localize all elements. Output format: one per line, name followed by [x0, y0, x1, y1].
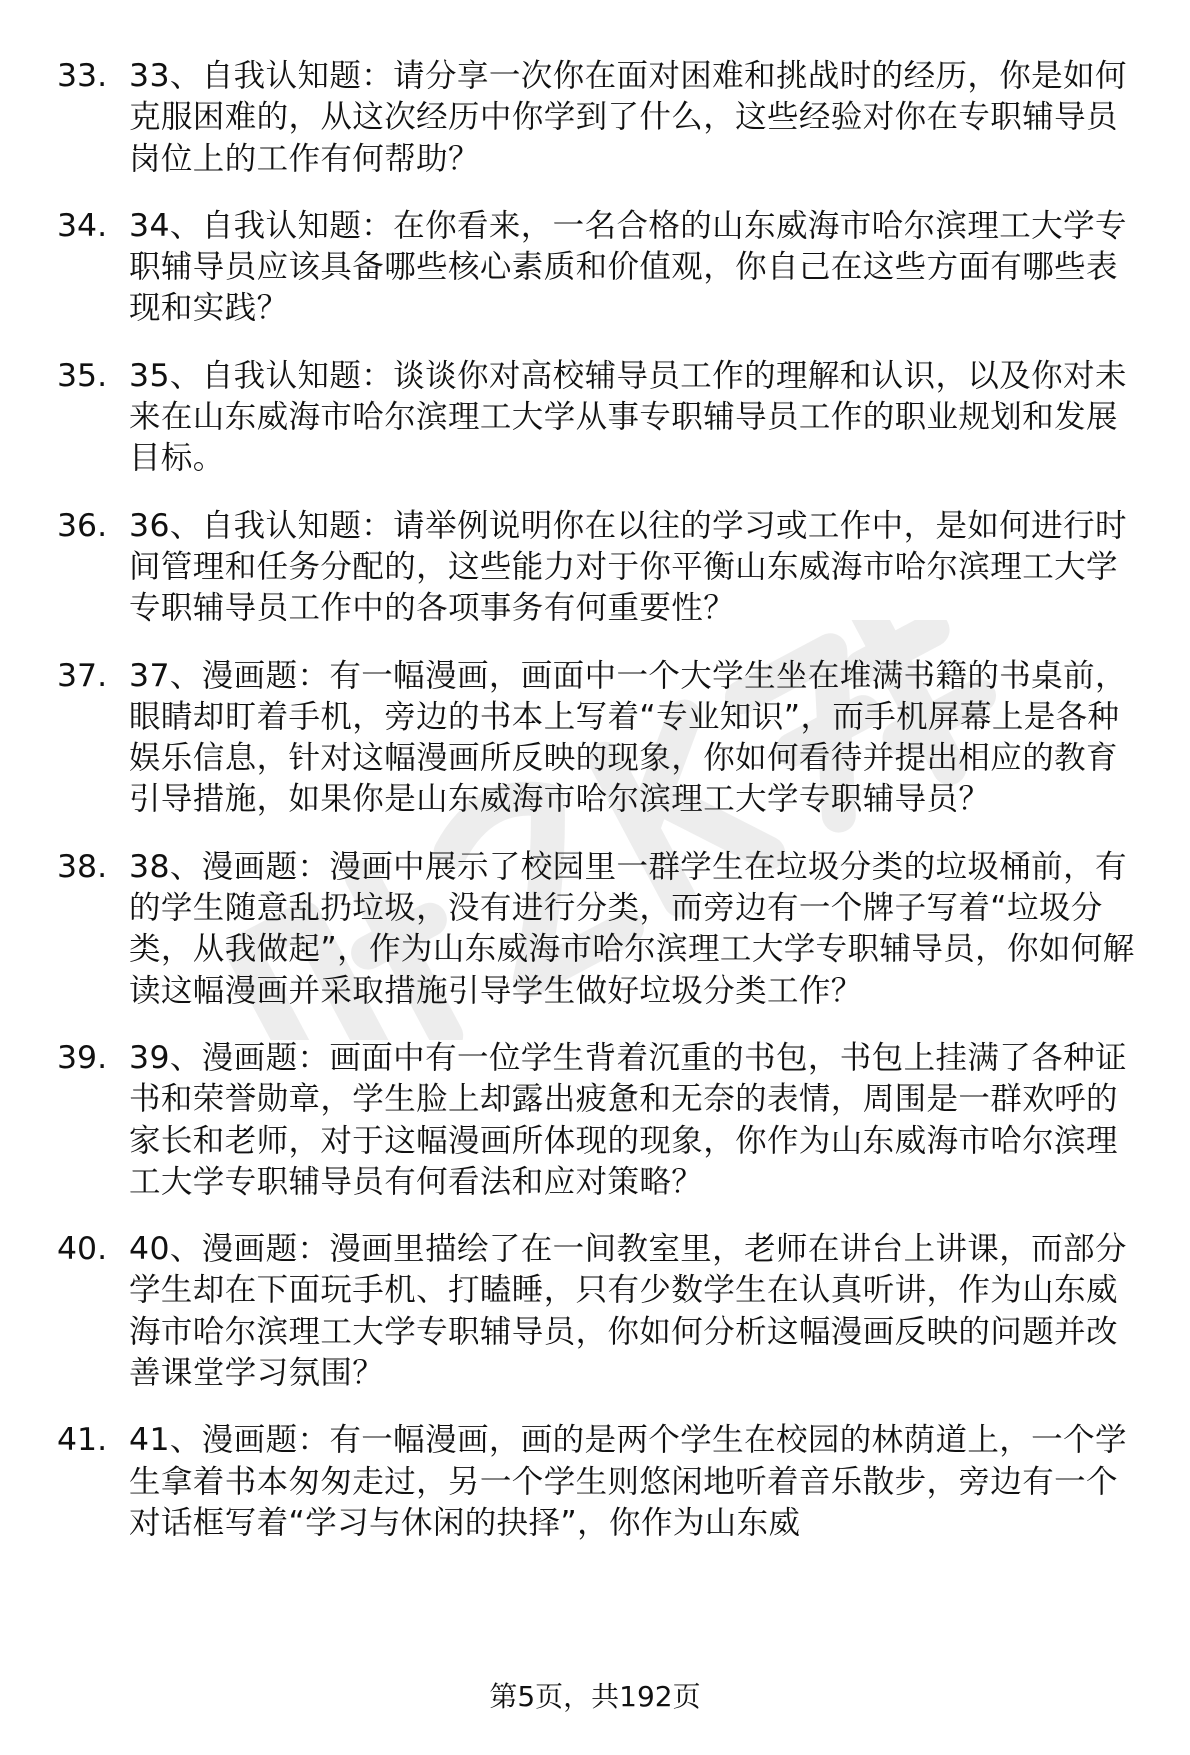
question-list	[57, 56, 1147, 1570]
question-text: 41、漫画题：有一幅漫画，画的是两个学生在校园的林荫道上，一个学生拿着书本匆匆走过，另一个学生则悠闲地听着音乐散步，旁边有一个对话框写着“学习与休闲的抉择”，你作为山东威	[129, 1422, 1127, 1541]
question-number: 36.	[57, 507, 108, 544]
question-text: 40、漫画题：漫画里描绘了在一间教室里，老师在讲台上讲课，而部分学生却在下面玩手机、打瞌睡，只有少数学生在认真听讲，作为山东威海市哈尔滨理工大学专职辅导员，你如何分析这幅漫画反映的问题并改善课堂学习氛围？	[129, 1231, 1127, 1392]
question-item	[57, 356, 1147, 480]
question-item	[57, 206, 1147, 330]
question-item	[57, 847, 1147, 1012]
question-item	[57, 1038, 1147, 1203]
question-number: 41.	[57, 1422, 108, 1459]
question-number: 37.	[57, 657, 108, 694]
question-text: 37、漫画题：有一幅漫画，画面中一个大学生坐在堆满书籍的书桌前，眼睛却盯着手机，旁边的书本上写着“专业知识”，而手机屏幕上是各种娱乐信息，针对这幅漫画所反映的现象，你如何看待并提出相应的教育引导措施，如果你是山东威海市哈尔滨理工大学专职辅导员？	[129, 657, 1127, 818]
question-number: 35.	[57, 357, 108, 394]
question-number: 34.	[57, 207, 108, 244]
question-text: 36、自我认知题：请举例说明你在以往的学习或工作中，是如何进行时间管理和任务分配的，这些能力对于你平衡山东威海市哈尔滨理工大学专职辅导员工作中的各项事务有何重要性？	[129, 507, 1127, 627]
question-number: 40.	[57, 1231, 108, 1268]
question-item	[57, 56, 1147, 180]
question-number: 33.	[57, 58, 108, 94]
question-item	[57, 506, 1147, 630]
question-item	[57, 1229, 1147, 1394]
question-number: 39.	[57, 1039, 108, 1076]
question-item	[57, 656, 1147, 821]
page-number-footer: 第5页，共192页	[489, 1680, 701, 1713]
question-number: 38.	[57, 848, 108, 885]
question-text: 38、漫画题：漫画中展示了校园里一群学生在垃圾分类的垃圾桶前，有的学生随意乱扔垃圾，没有进行分类，而旁边有一个牌子写着“垃圾分类，从我做起”，作为山东威海市哈尔滨理工大学专职辅导员，你如何解读这幅漫画并采取措施引导学生做好垃圾分类工作？	[129, 848, 1135, 1009]
question-text: 35、自我认知题：谈谈你对高校辅导员工作的理解和认识，以及你对未来在山东威海市哈尔滨理工大学从事专职辅导员工作的职业规划和发展目标。	[129, 357, 1127, 477]
question-text: 33、自我认知题：请分享一次你在面对困难和挑战时的经历，你是如何克服困难的，从这次经历中你学到了什么，这些经验对你在专职辅导员岗位上的工作有何帮助？	[129, 58, 1127, 177]
question-text: 39、漫画题：画面中有一位学生背着沉重的书包，书包上挂满了各种证书和荣誉勋章，学生脸上却露出疲惫和无奈的表情，周围是一群欢呼的家长和老师，对于这幅漫画所体现的现象，你作为山东威海市哈尔滨理工大学专职辅导员有何看法和应对策略？	[129, 1039, 1127, 1200]
question-item	[57, 1420, 1147, 1544]
question-text: 34、自我认知题：在你看来，一名合格的山东威海市哈尔滨理工大学专职辅导员应该具备哪些核心素质和价值观，你自己在这些方面有哪些表现和实践？	[129, 207, 1127, 327]
